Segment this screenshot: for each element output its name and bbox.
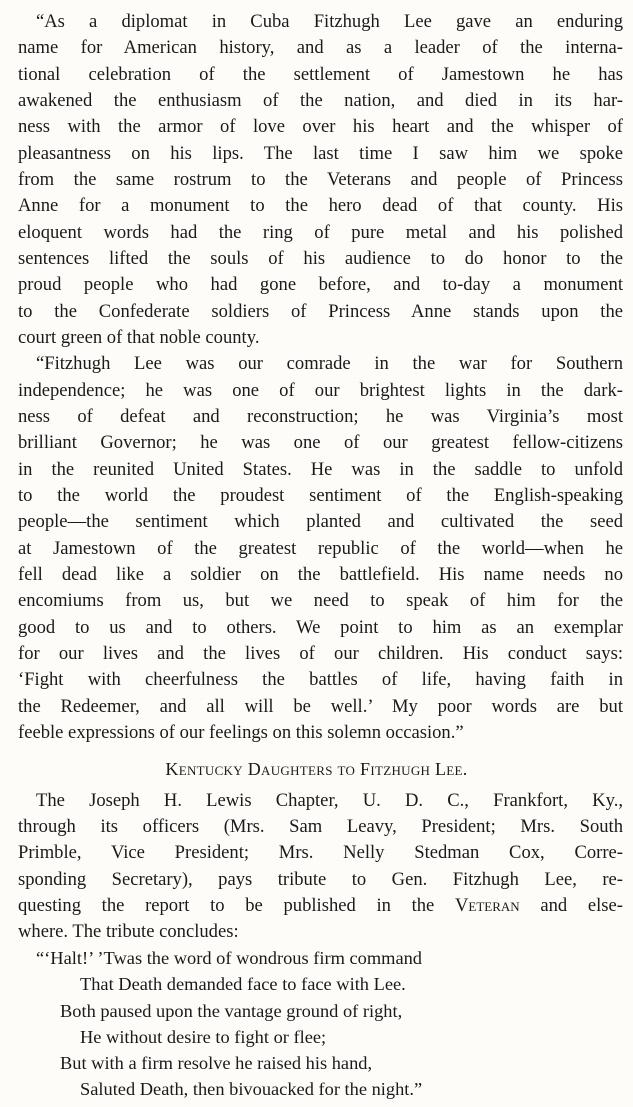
paragraph-2-line: good to us and to others. We point to him as an exemplar	[18, 617, 623, 638]
verse-line: Both paused upon the vantage ground of right,	[60, 1001, 403, 1021]
paragraph-2-line: brilliant Governor; he was one of our greatest fellow-citizens	[18, 432, 623, 453]
verse-line: But with a firm resolve he raised his hand,	[60, 1053, 373, 1073]
paragraph-3-line: sponding Secretary), pays tribute to Gen. Fitzhugh Lee, re-	[18, 869, 623, 890]
paragraph-1-line: sentences lifted the souls of his audience to do honor to the	[18, 248, 623, 269]
paragraph-2-line: independence; he was one of our brightest lights in the dark-	[18, 380, 623, 401]
paragraph-3-line-with-veteran	[18, 893, 623, 919]
paragraph-2-line: ‘Fight with cheerfulness the battles of life, having faith in	[18, 669, 623, 690]
paragraph-1-line: eloquent words had the ring of pure metal and his polished	[18, 222, 623, 243]
veteran-publication-name: Veteran	[454, 895, 520, 916]
paragraph-2-line: in the reunited United States. He was in the saddle to unfold	[18, 459, 623, 480]
paragraph-1-line: “As a diplomat in Cuba Fitzhugh Lee gave an enduring	[36, 11, 623, 32]
verse-line: Saluted Death, then bivouacked for the night.”	[80, 1079, 423, 1099]
paragraph-2-line: for our lives and the lives of our children. His conduct says:	[18, 643, 623, 664]
paragraph-3-line: The Joseph H. Lewis Chapter, U. D. C., Frankfort, Ky.,	[36, 790, 623, 811]
paragraph-3-line: Primble, Vice President; Mrs. Nelly Stedman Cox, Corre-	[18, 842, 623, 863]
paragraph-1-line: to the Confederate soldiers of Princess Anne stands upon the	[18, 301, 623, 322]
paragraph-2-line: to the world the proudest sentiment of the English-speaking	[18, 485, 623, 506]
paragraph-1-line: name for American history, and as a leader of the interna-	[18, 37, 623, 58]
verse-line: He without desire to fight or flee;	[80, 1027, 327, 1047]
paragraph-2-line: feeble expressions of our feelings on this solemn occasion.”	[18, 722, 464, 743]
paragraph-2-line: the Redeemer, and all will be well.’ My poor words are but	[18, 696, 623, 717]
verse-line: That Death demanded face to face with Lee.	[80, 974, 406, 994]
paragraph-2-line: at Jamestown of the greatest republic of the world—when he	[18, 538, 623, 559]
paragraph-1-line: court green of that noble county.	[18, 327, 260, 348]
paragraph-1-line: from the same rostrum to the Veterans and people of Princess	[18, 169, 623, 190]
paragraph-1-line: tional celebration of the settlement of Jamestown he has	[18, 64, 623, 85]
paragraph-1-line: pleasantness on his lips. The last time I saw him we spoke	[18, 143, 623, 164]
paragraph-3-line: through its officers (Mrs. Sam Leavy, President; Mrs. South	[18, 816, 623, 837]
section-heading: Kentucky Daughters to Fitzhugh Lee.	[165, 759, 468, 779]
paragraph-1-line: ness with the armor of love over his heart and the whisper of	[18, 116, 623, 137]
paragraph-2-line: fell dead like a soldier on the battlefield. His name needs no	[18, 564, 623, 585]
paragraph-1-line: awakened the enthusiasm of the nation, and died in its har-	[18, 90, 623, 111]
paragraph-2-line: “Fitzhugh Lee was our comrade in the war for Southern	[36, 353, 623, 374]
paragraph-1-line: Anne for a monument to the hero dead of that county. His	[18, 195, 623, 216]
paragraph-1-line: proud people who had gone before, and to-day a monument	[18, 274, 623, 295]
paragraph-2-line: people—the sentiment which planted and cultivated the seed	[18, 511, 623, 532]
paragraph-3-line-text: questing the report to be published in the	[18, 895, 435, 916]
paragraph-2-line: encomiums from us, but we need to speak of him for the	[18, 590, 623, 611]
verse-line: “‘Halt!’ ’Twas the word of wondrous firm command	[36, 948, 422, 968]
paragraph-3-line: where. The tribute concludes:	[18, 921, 239, 942]
paragraph-2-line: ness of defeat and reconstruction; he was Virginia’s most	[18, 406, 623, 427]
paragraph-3-line-tail: and else-	[540, 895, 623, 916]
